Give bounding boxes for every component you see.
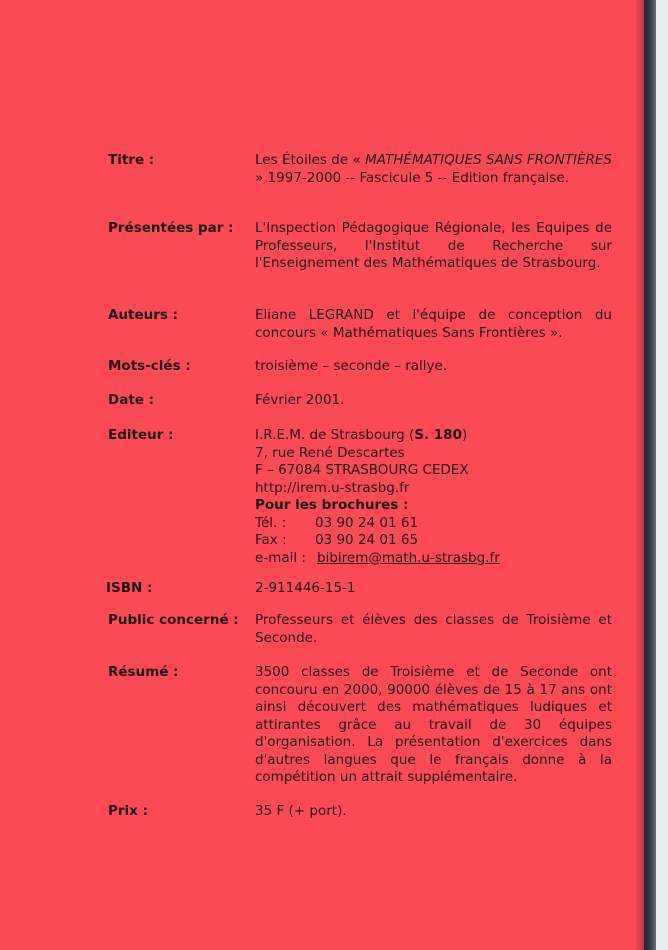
binding-spine — [644, 0, 656, 950]
fax-label: Fax : — [255, 532, 287, 548]
titre-suffix: » 1997-2000 -- Fascicule 5 -- Edition française. — [255, 169, 569, 186]
resume-label: Résumé : — [108, 664, 179, 680]
editeur-tel-line — [255, 515, 612, 533]
editeur-city: F – 67084 STRASBOURG CEDEX — [255, 462, 469, 478]
titre-label: Titre : — [108, 152, 155, 168]
editeur-label: Editeur : — [108, 427, 174, 443]
public-label: Public concerné : — [108, 612, 239, 628]
editeur-name-line — [255, 427, 612, 445]
isbn-value: 2-911446-15-1 — [255, 580, 356, 596]
tel-value: 03 90 24 01 61 — [315, 514, 419, 531]
editeur-value — [255, 427, 612, 567]
date-label: Date : — [108, 392, 155, 408]
page-spine-shadow — [636, 0, 644, 950]
editeur-brochures: Pour les brochures : — [255, 497, 409, 513]
titre-italic: MATHÉMATIQUES SANS FRONTIÈRES — [365, 152, 612, 168]
editeur-web: http://irem.u-strasbg.fr — [255, 479, 410, 496]
editeur-name-close: ) — [461, 427, 468, 443]
email-value: bibirem@math.u-strasbg.fr — [317, 549, 500, 566]
editeur-name: I.R.E.M. de Strasbourg ( — [255, 427, 415, 443]
public-value: Professeurs et élèves des classes de Troisième et Seconde. — [255, 612, 612, 646]
mots-cles-value: troisième – seconde – rallye. — [255, 358, 448, 374]
fax-value: 03 90 24 01 65 — [315, 532, 419, 548]
auteurs-value: Eliane LEGRAND et l'équipe de conception du concours « Mathématiques Sans Frontières ». — [255, 307, 612, 341]
email-label: e-mail : — [255, 549, 306, 566]
date-value: Février 2001. — [255, 392, 345, 408]
mots-cles-label: Mots-clés : — [108, 358, 191, 374]
titre-prefix: Les Étoiles de « — [255, 152, 366, 168]
isbn-label: ISBN : — [106, 580, 153, 596]
tel-label: Tél. : — [255, 514, 287, 531]
presentees-label: Présentées par : — [108, 220, 234, 236]
editeur-fax-line — [255, 532, 612, 550]
background-edge — [656, 0, 668, 950]
editeur-street: 7, rue René Descartes — [255, 444, 405, 461]
prix-label: Prix : — [108, 803, 148, 819]
editeur-code: S. 180 — [414, 427, 462, 443]
prix-value: 35 F (+ port). — [255, 803, 347, 819]
titre-value — [255, 152, 612, 187]
presentees-value: L'Inspection Pédagogique Régionale, les Equipes de Professeurs, l'Institut de Recherche sur l'Enseignement des Mathématiques de Strasbourg. — [255, 220, 612, 271]
auteurs-label: Auteurs : — [108, 307, 179, 323]
editeur-email-line — [255, 550, 612, 568]
resume-value: 3500 classes de Troisième et de Seconde ont concouru en 2000, 90000 élèves de 15 à 17 ans ont ainsi découvert des mathématiques ludiques et attirantes grâce au travail de 30 équipes d'organisation. La présentation d'exercices dans d'autres langues que le français donne à la compétition un attrait supplémentaire. — [255, 664, 612, 785]
